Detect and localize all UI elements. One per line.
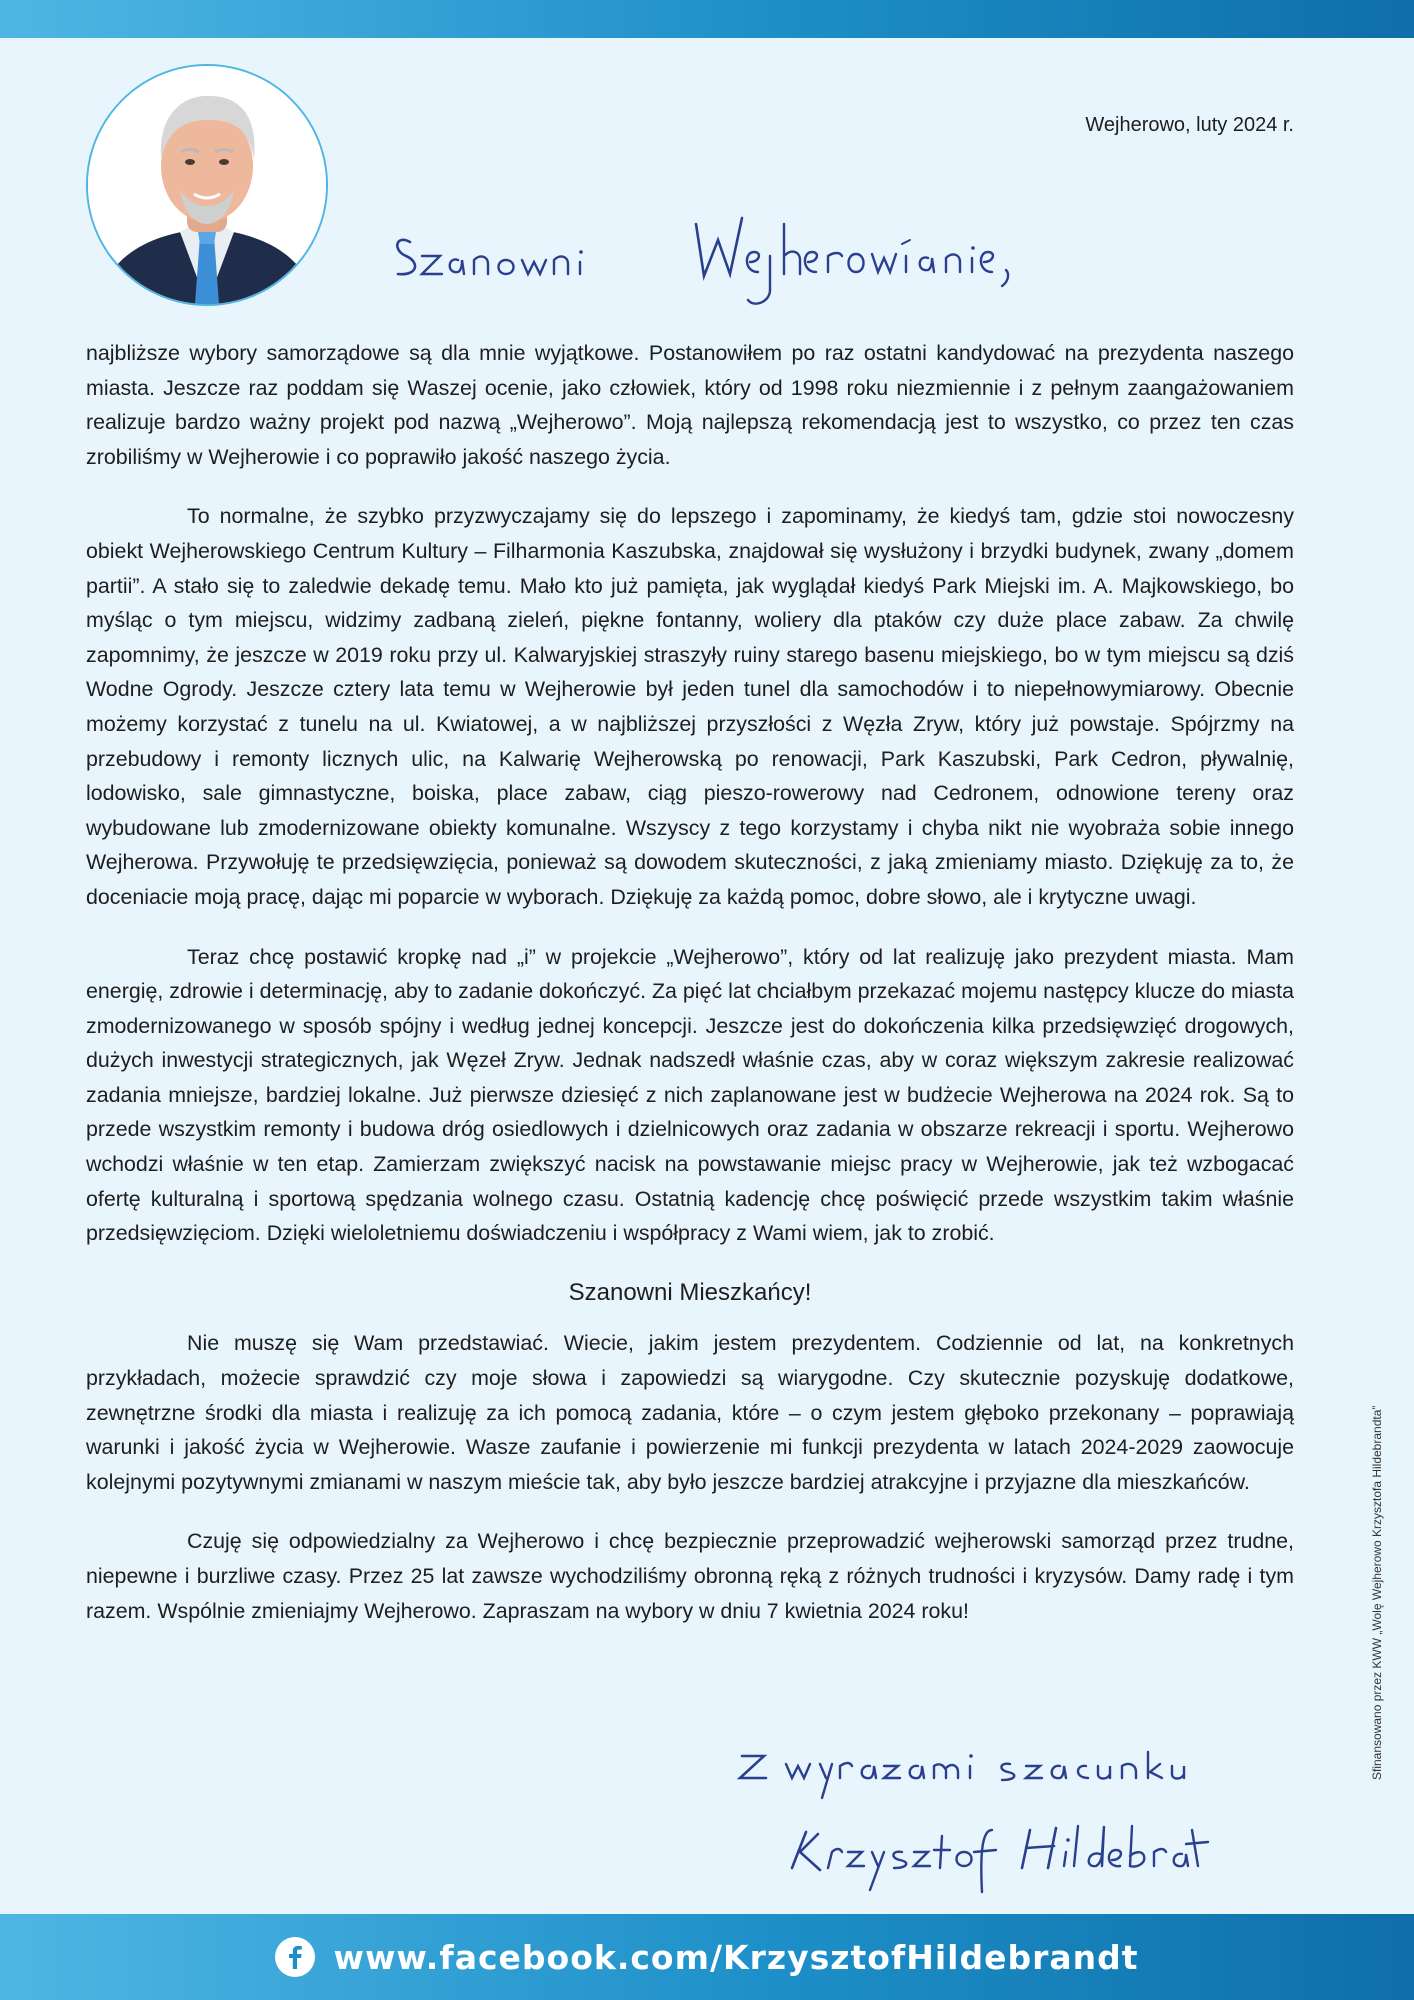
letter-paragraph-trust: Nie muszę się Wam przedstawiać. Wiecie, jakim jestem prezydentem. Codziennie od lat, na konkretnych przykładach, możecie sprawdzić czy moje słowa i zapowiedzi są wiarygodne. Czy skutecznie pozyskuję dodatkowe, zewnętrzne środki dla miasta i realizuję za ich pomocą zadania, które – o czym jestem głęboko przekonany – poprawiają warunki i jakość życia w Wejherowie. Wasze zaufanie i powierzenie mi funkcji prezydenta w latach 2024-2029 zaowocuje kolejnymi pozytywnymi zmianami w naszym mieście tak, aby było jeszcze bardziej atrakcyjne i przyjazne dla mieszkańców.	[86, 1331, 1294, 1494]
footer-banner	[0, 1914, 1414, 2000]
handwritten-salutation	[388, 204, 1068, 339]
funding-disclaimer: Sfinansowano przez KWW „Wolę Wejherowo Krzysztofa Hildebrandta”	[1370, 1405, 1384, 1780]
letter-paragraph-plans: Teraz chcę postawić kropkę nad „i” w projekcie „Wejherowo”, który od lat realizuję jako prezydent miasta. Mam energię, zdrowie i determinację, aby to zadanie dokończyć. Za pięć lat chciałbym przekazać mojemu następcy klucze do miasta zmodernizowanego w sposób spójny i według jednej koncepcji. Jeszcze jest do dokończenia kilka przedsięwzięć drogowych, dużych inwestycji strategicznych, jak Węzeł Zryw. Jednak nadszedł właśnie czas, aby w coraz większym zakresie realizować zadania mniejsze, bardziej lokalne. Już pierwsze dziesięć z nich zaplanowane jest w budżecie Wejherowa na 2024 rok. Są to przede wszystkim remonty i budowa dróg osiedlowych i dzielnicowych oraz zadania w obszarze rekreacji i sportu. Wejherowo wchodzi właśnie w ten etap. Zamierzam zwiększyć nacisk na powstawanie miejsc pracy w Wejherowie, jak też wzbogacać ofertę kulturalną i sportową spędzania wolnego czasu. Ostatnią kadencję chcę poświęcić przede wszystkim takim właśnie przedsięwzięciom. Dzięki wieloletniemu doświadczeniu i współpracy z Wami wiem, jak to zrobić.	[86, 944, 1294, 1246]
portrait-image	[88, 66, 326, 304]
letter-address-residents: Szanowni Mieszkańcy!	[568, 1278, 812, 1306]
salutation-handwriting-image	[388, 204, 1068, 334]
letter-body	[86, 336, 1294, 1653]
letter-paragraph-closing: Czuję się odpowiedzialny za Wejherowo i chcę bezpiecznie przeprowadzić wejherowski samorząd przez trudne, niepewne i burzliwe czasy. Przez 25 lat zawsze wychodziliśmy obronną ręką z różnych trudności i kryzysów. Damy radę i tym razem. Wspólnie zmieniajmy Wejherowo. Zapraszam na wybory w dniu 7 kwietnia 2024 roku!	[86, 1529, 1294, 1623]
facebook-logo-glyph	[275, 1937, 315, 1977]
facebook-link[interactable]: www.facebook.com/KrzysztofHildebrandt	[333, 1937, 1139, 1977]
letter-date: Wejherowo, luty 2024 r.	[1085, 114, 1294, 136]
signature-image	[730, 1734, 1210, 1904]
letter-paragraph-intro: najbliższe wybory samorządowe są dla mnie wyjątkowe. Postanowiłem po raz ostatni kandydować na prezydenta naszego miasta. Jeszcze raz poddam się Waszej ocenie, jako człowiek, który od 1998 roku niezmiennie i z pełnym zaangażowaniem realizuje bardzo ważny projekt pod nazwą „Wejherowo”. Moją najlepszą rekomendacją jest to wszystko, co przez ten czas zrobiliśmy w Wejherowie i co poprawiło jakość naszego życia.	[86, 341, 1294, 469]
letter-paragraph-achievements: To normalne, że szybko przyzwyczajamy się do lepszego i zapominamy, że kiedyś tam, gdzie stoi nowoczesny obiekt Wejherowskiego Centrum Kultury – Filharmonia Kaszubska, znajdował się wysłużony i brzydki budynek, zwany „domem partii”. A stało się to zaledwie dekadę temu. Mało kto już pamięta, jak wyglądał kiedyś Park Miejski im. A. Majkowskiego, bo myśląc o tym miejscu, widzimy zadbaną zieleń, piękne fontanny, woliery dla ptaków czy duże place zabaw. Za chwilę zapomnimy, że jeszcze w 2019 roku przy ul. Kalwaryjskiej straszyły ruiny starego basenu miejskiego, bo w tym miejscu są dziś Wodne Ogrody. Jeszcze cztery lata temu w Wejherowie był jeden tunel dla samochodów i to niepełnowymiarowy. Obecnie możemy korzystać z tunelu na ul. Kwiatowej, a w najbliższej przyszłości z Węzła Zryw, który już powstaje. Spójrzmy na przebudowy i remonty licznych ulic, na Kalwarię Wejherowską po renowacji, Park Kaszubski, Park Cedron, pływalnię, lodowisko, sale gimnastyczne, boiska, place zabaw, ciąg pieszo-rowerowy nad Cedronem, odnowione tereny oraz wybudowane lub zmodernizowane obiekty komunalne. Wszyscy z tego korzystamy i chyba nikt nie wyobraża sobie innego Wejherowa. Przywołuję te przedsięwzięcia, ponieważ są dowodem skuteczności, z jaką zmieniamy miasto. Dziękuję za to, że doceniacie moją pracę, dając mi poparcie w wyborach. Dziękuję za każdą pomoc, dobre słowo, ale i krytyczne uwagi.	[86, 504, 1294, 909]
handwritten-signoff	[730, 1734, 1210, 1909]
candidate-portrait	[86, 64, 328, 306]
top-banner	[0, 0, 1414, 38]
facebook-icon[interactable]	[275, 1937, 315, 1977]
